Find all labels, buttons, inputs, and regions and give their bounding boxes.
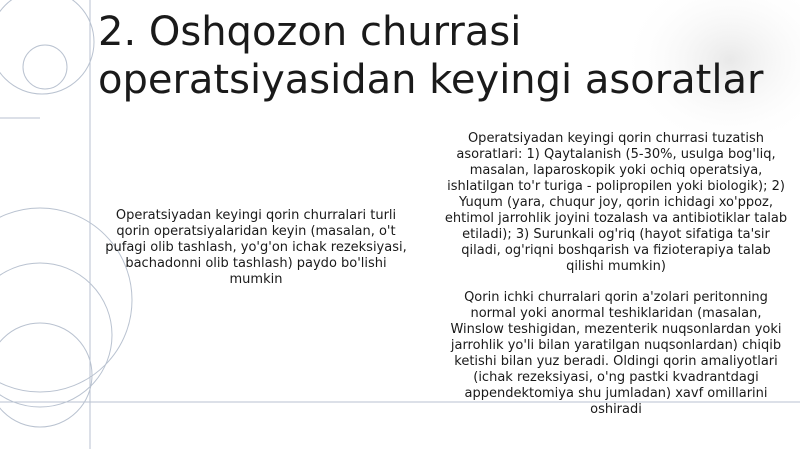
right-paragraph-internal-hernia: Qorin ichki churralari qorin a'zolari peritonning normal yoki anormal teshiklaridan (masalan, Winslow teshigidan, mezenterik nuqsonlardan yoki jarrohlik yo'li bilan yaratilgan nuqsonlardan) chiqib ketishi bilan yuz beradi. Oldingi qorin amaliyotlari (ichak rezeksiyasi, o'ng pastki kvadrantdagi appendektomiya shu jumladan) xavf omillarini oshiradi (450, 290, 782, 417)
right-paragraph-complications: Operatsiyadan keyingi qorin churrasi tuzatish asoratlari: 1) Qaytalanish (5-30%, usulga bog'liq, masalan, laparoskopik yoki ochiq operatsiya, ishlatilgan to'r turiga - polipropilen yoki biologik); 2) Yuqum (yara, chuqur joy, qorin ichidagi xo'ppoz, ehtimol jarrohlik joyini tozalash va antibiotiklar talab etiladi); 3) Surunkali og'riq (hayot sifatiga ta'sir qiladi, og'riqni boshqarish va fizioterapiya talab qilishi mumkin) (444, 131, 788, 274)
arc-top-outer (0, 0, 94, 94)
arc-top-small (23, 45, 67, 89)
slide-title-line-2: operatsiyasidan keyingi asoratlar (98, 57, 764, 103)
arc-bottom-middle (0, 263, 112, 407)
slide-title (98, 8, 788, 104)
slide-title-line-1: 2. Oshqozon churrasi (98, 9, 522, 55)
arc-bottom-inner (0, 323, 92, 427)
left-paragraph: Operatsiyadan keyingi qorin churralari turli qorin operatsiyalaridan keyin (masalan, o't pufagi olib tashlash, yo'g'on ichak rezeksiyasi, bachadonni olib tashlash) paydo bo'lishi mumkin (105, 208, 407, 287)
right-text-column (444, 131, 788, 418)
